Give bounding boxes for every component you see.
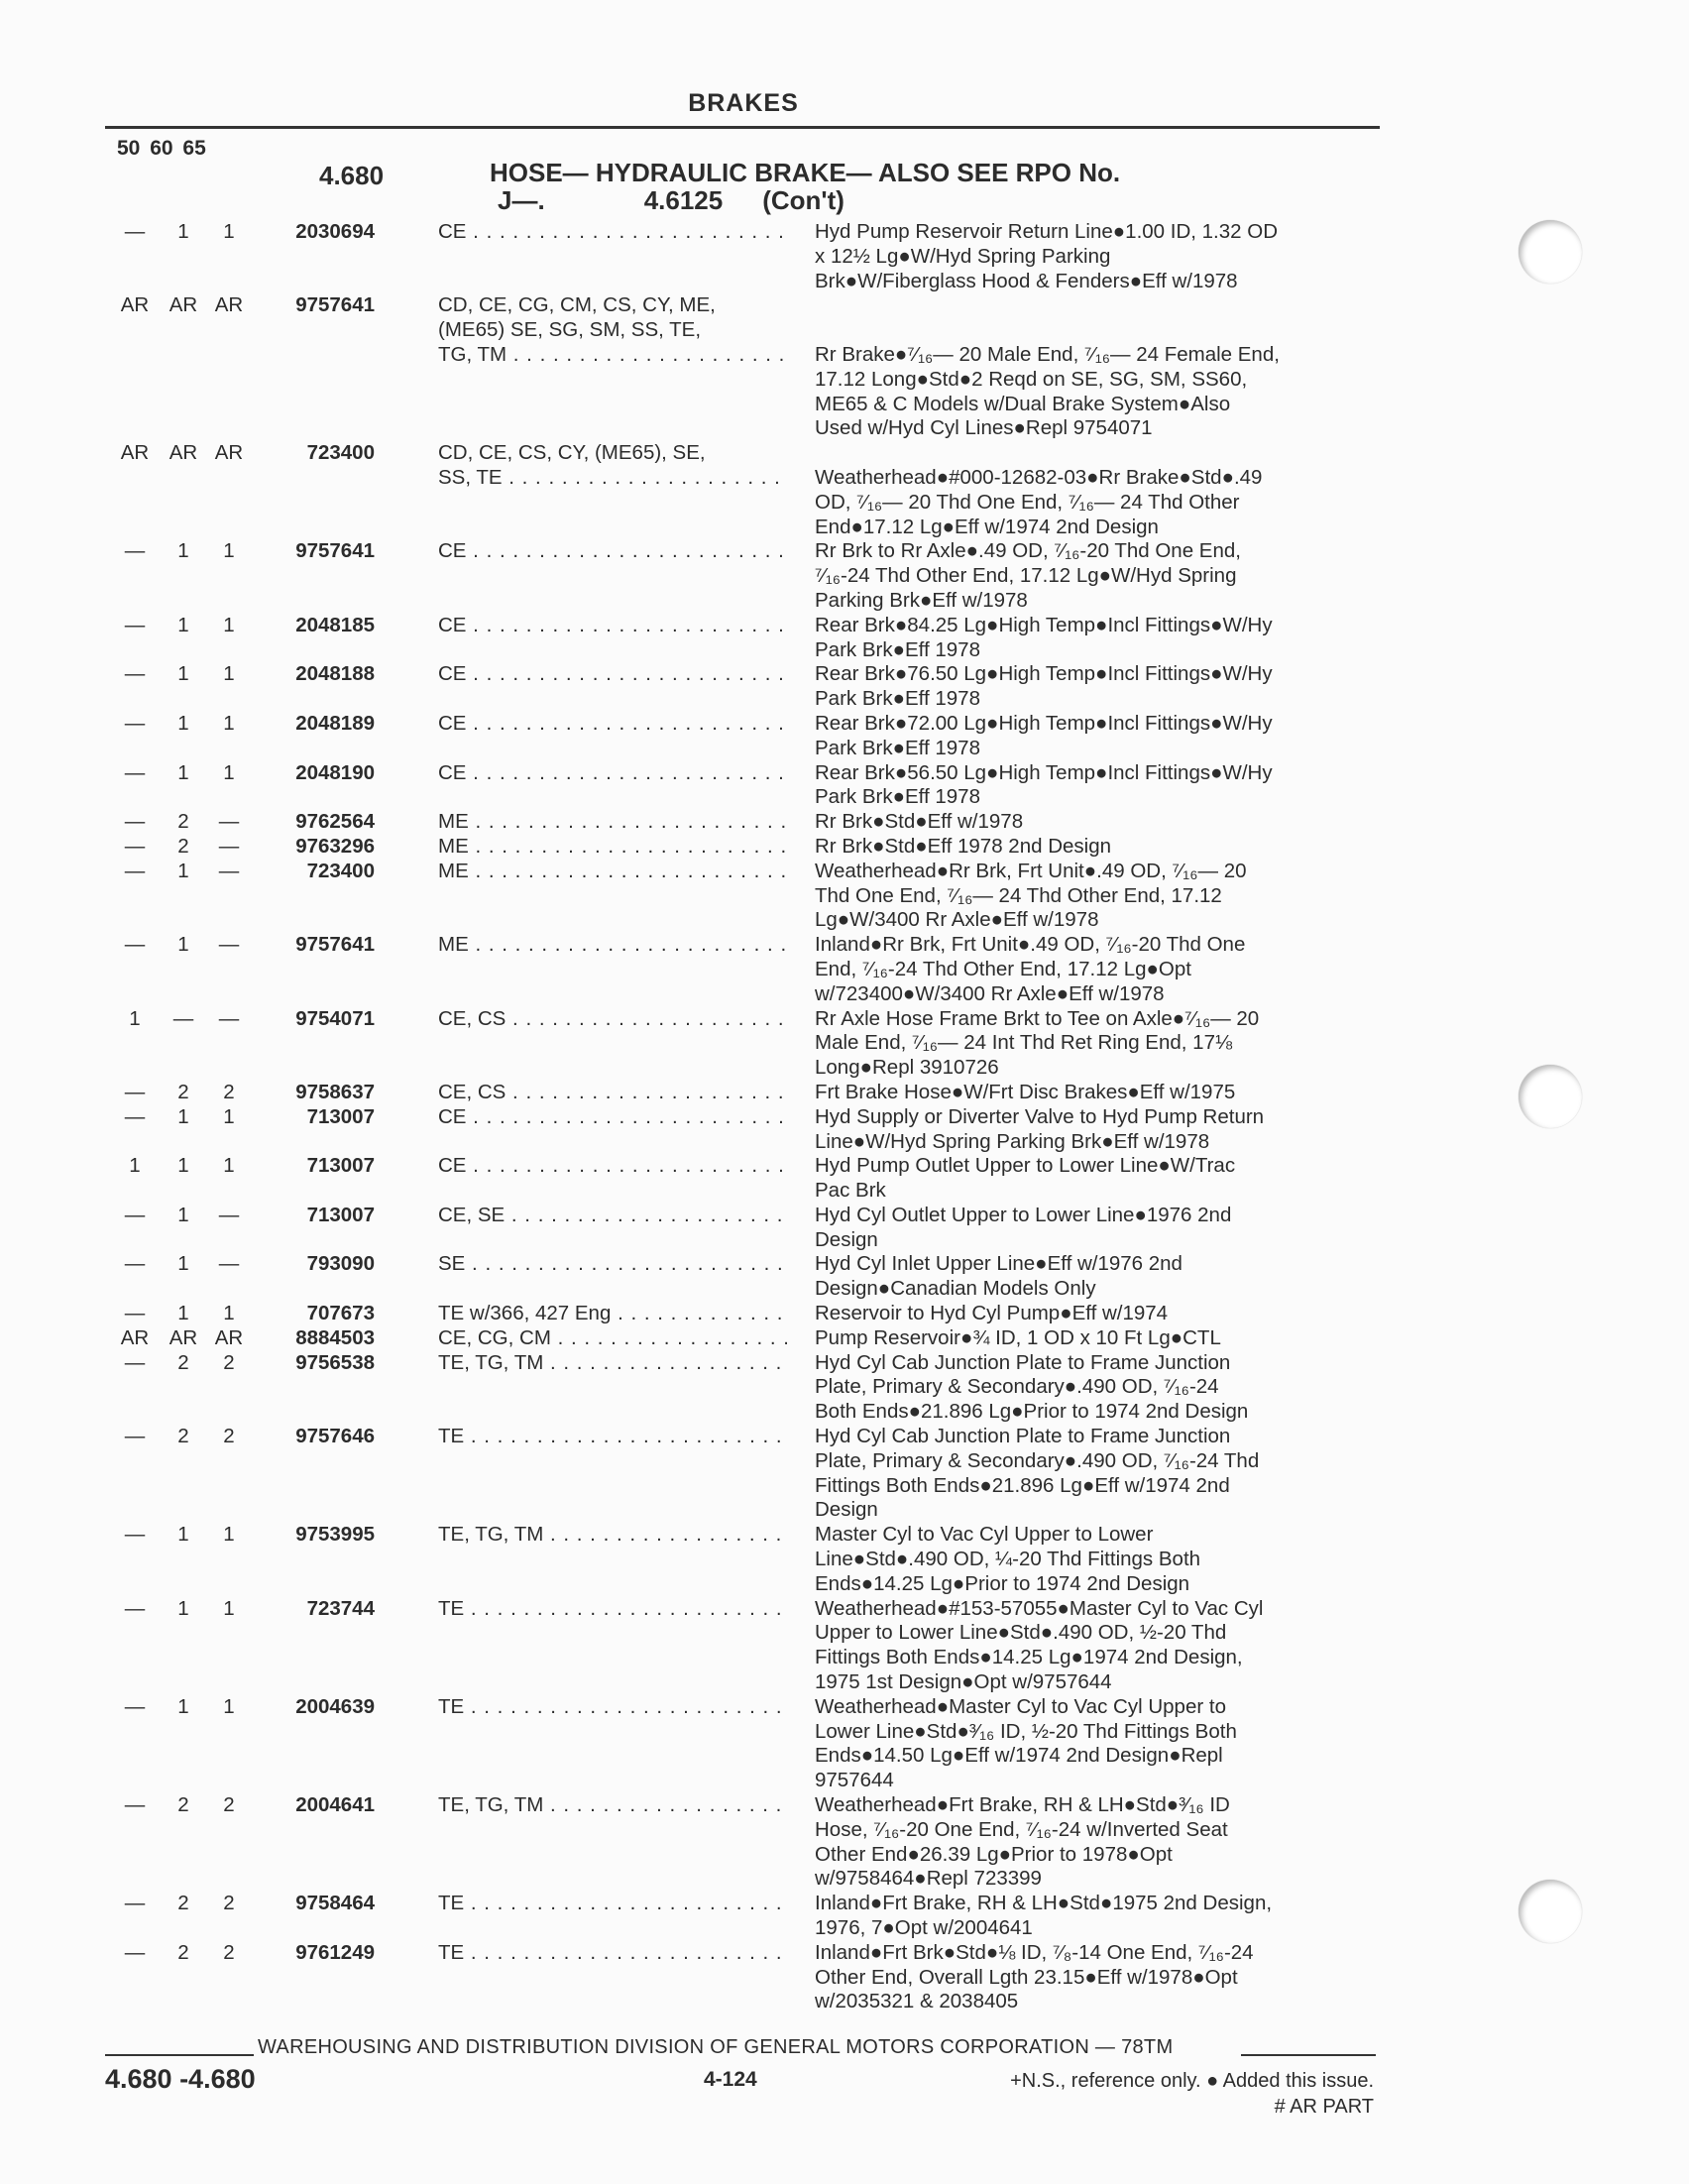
model-codes (438, 441, 787, 491)
qty-60: 1 (177, 1523, 189, 1547)
group-title-prefix: J—. (498, 185, 545, 215)
table-row (0, 1351, 1689, 1425)
part-description: Hyd Cyl Cab Junction Plate to Frame Junction Plate, Primary & Secondary●.490 OD, ⁷⁄₁₆-24 Thd Fittings Both Ends●21.896 Lg●Eff w/1974 2nd Design (815, 1425, 1260, 1522)
table-row (0, 860, 1689, 933)
part-description: Rr Brk●Std●Eff 1978 2nd Design (815, 834, 1112, 858)
part-description: Hyd Cyl Outlet Upper to Lower Line●1976 2nd Design (815, 1203, 1232, 1251)
model-code-line: CE . . . (438, 614, 787, 638)
table-row (0, 614, 1689, 663)
model-code-line: ME . . . (438, 933, 787, 958)
table-row (0, 1154, 1689, 1204)
model-code-line: CE, SE . . . (438, 1204, 787, 1228)
footer-divider (105, 2054, 254, 2056)
qty-60: 1 (177, 1203, 189, 1226)
model-code-line: TE . . . (438, 1425, 787, 1449)
model-code-line: CE . . . (438, 761, 787, 786)
qty-65: 1 (223, 662, 235, 686)
model-code-line: ME . . . (438, 810, 787, 835)
qty-60: 1 (177, 1252, 189, 1276)
model-codes (438, 1425, 787, 1449)
model-code-line: CD, CE, CG, CM, CS, CY, ME, (438, 293, 716, 317)
model-codes (438, 1523, 787, 1548)
part-number: 723400 (306, 441, 375, 465)
qty-50: — (124, 220, 146, 243)
qty-65: 1 (223, 760, 235, 784)
table-row (0, 441, 1689, 539)
part-description: Hyd Pump Outlet Upper to Lower Line●W/Trac Pac Brk (815, 1154, 1236, 1203)
model-code-line: TE . . . (438, 1941, 787, 1966)
table-row (0, 1081, 1689, 1105)
qty-60: 2 (177, 1350, 189, 1374)
part-number: 723400 (306, 859, 375, 882)
table-row (0, 1793, 1689, 1892)
qty-60: 1 (177, 539, 189, 563)
qty-65: — (218, 933, 240, 957)
qty-65: — (218, 1006, 240, 1030)
qty-50: — (124, 613, 146, 636)
part-number: 8884503 (295, 1325, 375, 1349)
part-description: Rear Brk●76.50 Lg●High Temp●Incl Fittings●W/Hy Park Brk●Eff 1978 (815, 662, 1273, 711)
table-row (0, 933, 1689, 1006)
group-title-line1: HOSE— HYDRAULIC BRAKE— ALSO SEE RPO No. (490, 158, 1121, 187)
model-codes (438, 1302, 787, 1326)
qty-65: 2 (223, 1940, 235, 1964)
qty-50: — (124, 1596, 146, 1620)
table-row (0, 1105, 1689, 1155)
part-description: Weatherhead●Frt Brake, RH & LH●Std●³⁄₁₆ ID Hose, ⁷⁄₁₆-20 One End, ⁷⁄₁₆-24 w/Inverted Seat Other End●26.39 Lg●Prior to 1978●Opt w/9758464●Repl 723399 (815, 1793, 1230, 1891)
qty-60: 1 (177, 859, 189, 882)
model-codes (438, 712, 787, 737)
model-code-line: CE . . . (438, 662, 787, 687)
model-code-line: TE, TG, TM . . . (438, 1793, 787, 1818)
qty-60: 1 (177, 1596, 189, 1620)
qty-50: — (124, 1350, 146, 1374)
qty-50: — (124, 662, 146, 686)
model-codes (438, 1007, 787, 1032)
qty-60: 1 (177, 1154, 189, 1178)
table-row (0, 835, 1689, 860)
model-code-line: TE . . . (438, 1695, 787, 1720)
qty-65: — (218, 1252, 240, 1276)
group-code: 4.680 (319, 161, 385, 190)
qty-65: 1 (223, 613, 235, 636)
model-code-line: TE, TG, TM . . . (438, 1523, 787, 1548)
qty-50: — (124, 834, 146, 858)
qty-50: 1 (129, 1006, 141, 1030)
model-codes (438, 614, 787, 638)
part-description: Rear Brk●84.25 Lg●High Temp●Incl Fittings●W/Hy Park Brk●Eff 1978 (815, 613, 1273, 661)
qty-60: 2 (177, 810, 189, 834)
qty-60: 1 (177, 662, 189, 686)
model-codes (438, 1695, 787, 1720)
group-title-ref: 4.6125 (643, 185, 724, 215)
part-number: 9756538 (295, 1350, 375, 1374)
qty-60: 2 (177, 834, 189, 858)
model-code-line: (ME65) SE, SG, SM, SS, TE, (438, 318, 702, 342)
model-codes (438, 293, 787, 367)
qty-65: — (218, 1203, 240, 1226)
model-codes (438, 220, 787, 245)
qty-60: 1 (177, 220, 189, 243)
qty-65: 1 (223, 539, 235, 563)
qty-60: AR (169, 441, 198, 465)
model-codes (438, 933, 787, 958)
model-code-line: CE, CS . . . (438, 1007, 787, 1032)
part-number: 9754071 (295, 1006, 375, 1030)
parts-list (0, 220, 1689, 2014)
model-codes (438, 810, 787, 835)
part-number: 9753995 (295, 1523, 375, 1547)
qty-65: — (218, 834, 240, 858)
model-codes (438, 1941, 787, 1966)
part-number: 2048185 (295, 613, 375, 636)
model-codes (438, 539, 787, 564)
part-description: Rr Brk to Rr Axle●.49 OD, ⁷⁄₁₆-20 Thd One End, ⁷⁄₁₆-24 Thd Other End, 17.12 Lg●W/Hyd Spring Parking Brk●Eff w/1978 (815, 539, 1241, 612)
qty-65: 1 (223, 1104, 235, 1128)
qty-60: 1 (177, 1104, 189, 1128)
model-codes (438, 1154, 787, 1179)
model-code-line: TE . . . (438, 1892, 787, 1916)
qty-50: — (124, 539, 146, 563)
table-row (0, 1892, 1689, 1941)
part-number: 9757641 (295, 539, 375, 563)
qty-65: 1 (223, 1302, 235, 1325)
qty-65: 2 (223, 1892, 235, 1915)
model-codes (438, 1204, 787, 1228)
part-number: 9762564 (295, 810, 375, 834)
part-description: Inland●Frt Brk●Std●⅛ ID, ⁷⁄₈-14 One End, ⁷⁄₁₆-24 Other End, Overall Lgth 23.15●Eff w/1978●Opt w/2035321 & 2038405 (815, 1940, 1254, 2013)
qty-65: AR (214, 441, 244, 465)
part-number: 9757641 (295, 293, 375, 317)
part-number: 713007 (306, 1154, 375, 1178)
qty-65: — (218, 859, 240, 882)
table-row (0, 220, 1689, 293)
model-codes (438, 761, 787, 786)
part-description: Hyd Cyl Cab Junction Plate to Frame Junction Plate, Primary & Secondary●.490 OD, ⁷⁄₁₆-24 Both Ends●21.896 Lg●Prior to 1974 2nd Design (815, 1350, 1249, 1424)
qty-60: 1 (177, 760, 189, 784)
qty-65: 2 (223, 1793, 235, 1817)
footer-group-range: 4.680 -4.680 (105, 2064, 256, 2094)
qty-50: AR (120, 1325, 150, 1349)
part-description: Rr Axle Hose Frame Brkt to Tee on Axle●⁷⁄₁₆— 20 Male End, ⁷⁄₁₆— 24 Int Thd Ret Ring End, 17⅛ Long●Repl 3910726 (815, 1006, 1260, 1080)
part-description: Hyd Supply or Diverter Valve to Hyd Pump Return Line●W/Hyd Spring Parking Brk●Eff w/1978 (815, 1104, 1265, 1153)
part-description: Rr Brake●⁷⁄₁₆— 20 Male End, ⁷⁄₁₆— 24 Female End, 17.12 Long●Std●2 Reqd on SE, SG, SM, SS60, ME65 & C Models w/Dual Brake System●Also Used w/Hyd Cyl Lines●Repl 9754071 (815, 342, 1280, 440)
qty-60: — (172, 1006, 194, 1030)
qty-65: — (218, 810, 240, 834)
legend-ar-part: # AR PART (1274, 2096, 1374, 2118)
part-number: 707673 (306, 1302, 375, 1325)
part-description: Reservoir to Hyd Cyl Pump●Eff w/1974 (815, 1302, 1169, 1325)
qty-50: — (124, 1080, 146, 1103)
part-number: 9758637 (295, 1080, 375, 1103)
model-code-line: ME . . . (438, 860, 787, 884)
model-code-line: CE, CS . . . (438, 1081, 787, 1105)
qty-60: 1 (177, 613, 189, 636)
part-number: 2004639 (295, 1694, 375, 1718)
model-code-line: CE . . . (438, 1154, 787, 1179)
qty-65: 2 (223, 1080, 235, 1103)
model-code-line: CE . . . (438, 1105, 787, 1130)
group-title-line2 (490, 186, 1120, 214)
table-row (0, 1204, 1689, 1253)
qty-50: 1 (129, 1154, 141, 1178)
group-title (490, 159, 1120, 214)
qty-65: 2 (223, 1350, 235, 1374)
model-codes (438, 1326, 787, 1351)
part-number: 793090 (306, 1252, 375, 1276)
qty-50: — (124, 1425, 146, 1448)
page-number: 4-124 (704, 2068, 757, 2091)
table-row (0, 1425, 1689, 1523)
table-row (0, 1523, 1689, 1596)
header-divider (105, 126, 1380, 129)
table-row (0, 1252, 1689, 1302)
qty-65: 1 (223, 1596, 235, 1620)
part-description: Hyd Pump Reservoir Return Line●1.00 ID, 1.32 OD x 12½ Lg●W/Hyd Spring Parking Brk●W/Fiberglass Hood & Fenders●Eff w/1978 (815, 220, 1279, 292)
qty-60: 1 (177, 1302, 189, 1325)
qty-60: 2 (177, 1425, 189, 1448)
part-description: Frt Brake Hose●W/Frt Disc Brakes●Eff w/1975 (815, 1080, 1236, 1103)
model-code-line: TG, TM . . . (438, 343, 787, 368)
table-row (0, 761, 1689, 811)
part-number: 713007 (306, 1203, 375, 1226)
model-codes (438, 1252, 787, 1277)
model-code-line: ME . . . (438, 835, 787, 860)
qty-60: 1 (177, 711, 189, 735)
qty-50: AR (120, 293, 150, 317)
qty-60: AR (169, 293, 198, 317)
model-code-line: TE w/366, 427 Eng . . . (438, 1302, 787, 1326)
qty-65: 1 (223, 711, 235, 735)
qty-50: — (124, 1793, 146, 1817)
qty-60: 2 (177, 1080, 189, 1103)
part-description: Inland●Frt Brake, RH & LH●Std●1975 2nd Design, 1976, 7●Opt w/2004641 (815, 1892, 1273, 1939)
model-codes (438, 662, 787, 687)
part-description: Hyd Cyl Inlet Upper Line●Eff w/1976 2nd Design●Canadian Models Only (815, 1252, 1182, 1301)
model-codes (438, 860, 787, 884)
model-codes (438, 1892, 787, 1916)
part-description: Weatherhead●Master Cyl to Vac Cyl Upper to Lower Line●Std●³⁄₁₆ ID, ½-20 Thd Fittings Both Ends●14.50 Lg●Eff w/1974 2nd Design●Repl 9757644 (815, 1694, 1237, 1792)
model-code-line: SS, TE . . . (438, 466, 787, 491)
qty-60: 1 (177, 1694, 189, 1718)
table-row (0, 293, 1689, 441)
qty-50: — (124, 1523, 146, 1547)
part-description: Weatherhead●#000-12682-03●Rr Brake●Std●.49 OD, ⁷⁄₁₆— 20 Thd One End, ⁷⁄₁₆— 24 Thd Other End●17.12 Lg●Eff w/1974 2nd Design (815, 465, 1263, 538)
qty-50: — (124, 711, 146, 735)
section-title: BRAKES (688, 89, 799, 117)
footer-divider (1241, 2054, 1376, 2056)
part-description: Inland●Rr Brk, Frt Unit●.49 OD, ⁷⁄₁₆-20 Thd One End, ⁷⁄₁₆-24 Thd Other End, 17.12 Lg●Opt w/723400●W/3400 Rr Axle●Eff w/1978 (815, 933, 1246, 1005)
model-codes (438, 1597, 787, 1622)
qty-50: — (124, 859, 146, 882)
qty-65: 1 (223, 220, 235, 243)
table-row (0, 1007, 1689, 1081)
qty-50: AR (120, 441, 150, 465)
footer-organization: WAREHOUSING AND DISTRIBUTION DIVISION OF GENERAL MOTORS CORPORATION — 78TM (258, 2036, 1174, 2058)
part-number: 723744 (306, 1596, 375, 1620)
table-row (0, 1597, 1689, 1695)
qty-60: 1 (177, 933, 189, 957)
model-year-columns: 50 60 65 (117, 137, 206, 160)
qty-50: — (124, 933, 146, 957)
qty-65: AR (214, 1325, 244, 1349)
part-number: 9757641 (295, 933, 375, 957)
qty-50: — (124, 1302, 146, 1325)
qty-60: AR (169, 1325, 198, 1349)
qty-50: — (124, 1892, 146, 1915)
model-codes (438, 1793, 787, 1818)
part-number: 2048189 (295, 711, 375, 735)
part-number: 9761249 (295, 1940, 375, 1964)
model-code-line: TE, TG, TM . . . (438, 1351, 787, 1376)
model-code-line: SE . . . (438, 1252, 787, 1277)
table-row (0, 810, 1689, 835)
part-description: Rear Brk●72.00 Lg●High Temp●Incl Fittings●W/Hy Park Brk●Eff 1978 (815, 711, 1273, 759)
model-code-line: CD, CE, CS, CY, (ME65), SE, (438, 441, 706, 465)
part-number: 2048190 (295, 760, 375, 784)
qty-50: — (124, 760, 146, 784)
part-number: 9758464 (295, 1892, 375, 1915)
part-number: 9757646 (295, 1425, 375, 1448)
table-row (0, 1326, 1689, 1351)
part-number: 9763296 (295, 834, 375, 858)
part-description: Pump Reservoir●¾ ID, 1 OD x 10 Ft Lg●CTL (815, 1325, 1221, 1349)
part-number: 2048188 (295, 662, 375, 686)
qty-50: — (124, 1940, 146, 1964)
model-code-line: CE . . . (438, 220, 787, 245)
qty-65: 1 (223, 1523, 235, 1547)
part-description: Rr Brk●Std●Eff w/1978 (815, 810, 1024, 834)
table-row (0, 662, 1689, 712)
qty-65: 1 (223, 1694, 235, 1718)
table-row (0, 539, 1689, 613)
part-description: Weatherhead●#153-57055●Master Cyl to Vac Cyl Upper to Lower Line●Std●.490 OD, ½-20 Thd Fittings Both Ends●14.25 Lg●1974 2nd Design, 1975 1st Design●Opt w/9757644 (815, 1596, 1264, 1694)
table-row (0, 1302, 1689, 1326)
qty-50: — (124, 810, 146, 834)
model-code-line: CE . . . (438, 712, 787, 737)
qty-50: — (124, 1104, 146, 1128)
model-codes (438, 1081, 787, 1105)
part-number: 713007 (306, 1104, 375, 1128)
qty-50: — (124, 1252, 146, 1276)
table-row (0, 712, 1689, 761)
qty-60: 2 (177, 1892, 189, 1915)
part-description: Master Cyl to Vac Cyl Upper to Lower Line●Std●.490 OD, ¼-20 Thd Fittings Both Ends●14.25 Lg●Prior to 1974 2nd Design (815, 1523, 1201, 1595)
group-title-cont: (Con't) (762, 185, 844, 215)
model-codes (438, 1351, 787, 1376)
table-row (0, 1941, 1689, 2014)
model-code-line: TE . . . (438, 1597, 787, 1622)
part-number: 2004641 (295, 1793, 375, 1817)
part-description: Rear Brk●56.50 Lg●High Temp●Incl Fittings●W/Hy Park Brk●Eff 1978 (815, 760, 1273, 809)
qty-50: — (124, 1203, 146, 1226)
model-codes (438, 1105, 787, 1130)
qty-65: 2 (223, 1425, 235, 1448)
model-code-line: CE, CG, CM . . . (438, 1326, 787, 1351)
qty-65: AR (214, 293, 244, 317)
legend-note: +N.S., reference only. ● Added this issue. (1010, 2070, 1374, 2092)
qty-50: — (124, 1694, 146, 1718)
part-description: Weatherhead●Rr Brk, Frt Unit●.49 OD, ⁷⁄₁₆— 20 Thd One End, ⁷⁄₁₆— 24 Thd Other End, 17.12 Lg●W/3400 Rr Axle●Eff w/1978 (815, 859, 1247, 932)
part-number: 2030694 (295, 220, 375, 243)
qty-60: 2 (177, 1793, 189, 1817)
qty-65: 1 (223, 1154, 235, 1178)
table-row (0, 1695, 1689, 1793)
model-codes (438, 835, 787, 860)
qty-60: 2 (177, 1940, 189, 1964)
model-code-line: CE . . . (438, 539, 787, 564)
